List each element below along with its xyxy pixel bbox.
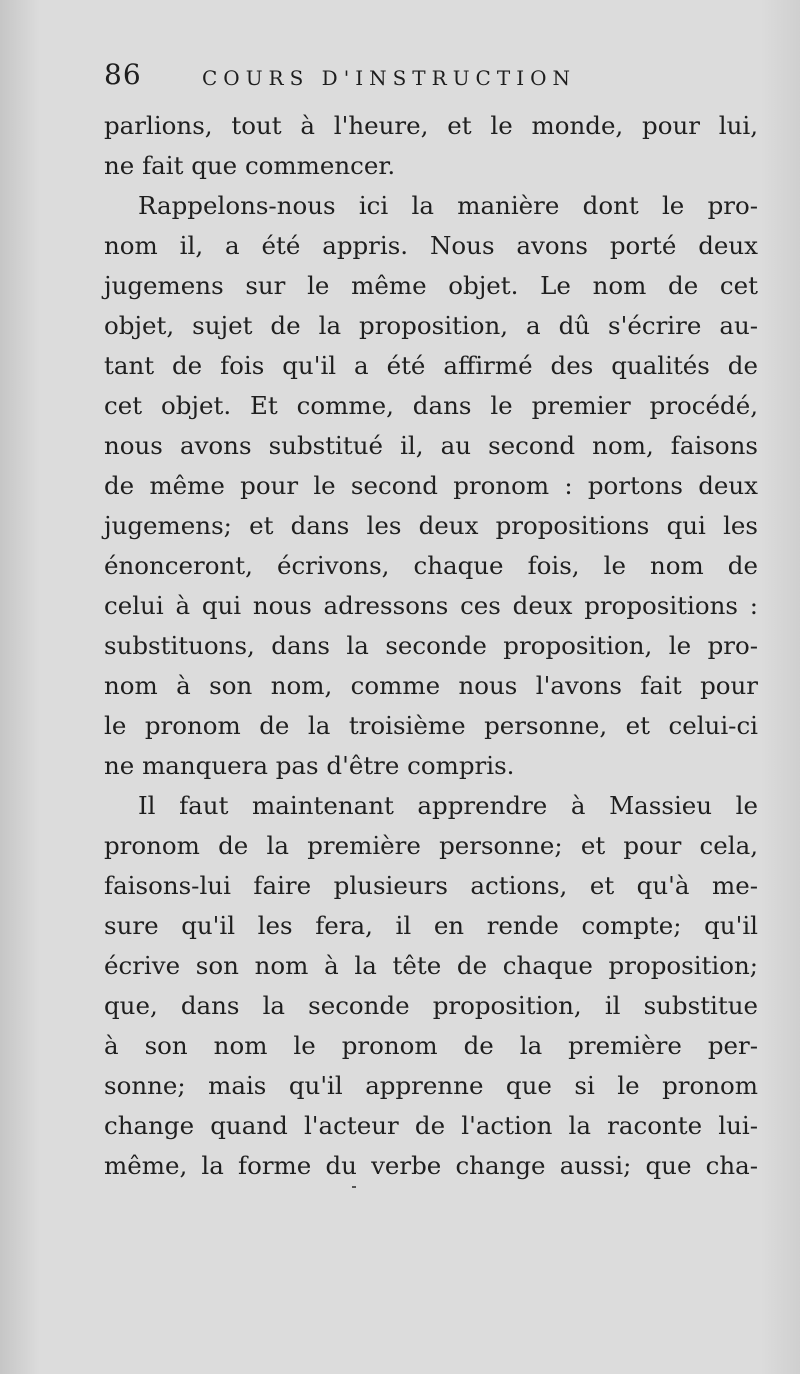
text-line: tant de fois qu'il a été affirmé des qualités de [104,351,758,380]
text-line: ne manquera pas d'être compris. [104,751,515,780]
running-title: COURS D'INSTRUCTION [202,66,576,90]
text-line: jugemens; et dans les deux propositions qui les [104,511,758,540]
text-line: nom à son nom, comme nous l'avons fait pour [104,671,758,700]
text-line: cet objet. Et comme, dans le premier procédé, [104,391,758,420]
text-line: faisons-lui faire plusieurs actions, et qu'à me- [104,871,758,900]
page-number: 86 [104,58,142,91]
text-line: sonne; mais qu'il apprenne que si le pronom [104,1071,758,1100]
text-line: que, dans la seconde proposition, il substitue [104,991,758,1020]
text-line: celui à qui nous adressons ces deux propositions : [104,591,758,620]
page-header [104,58,764,98]
text-line: le pronom de la troisième personne, et celui-ci [104,711,758,740]
text-line: nom il, a été appris. Nous avons porté deux [104,231,758,260]
body-text [104,106,758,1186]
text-line: jugemens sur le même objet. Le nom de cet [104,271,758,300]
text-line: pronom de la première personne; et pour cela, [104,831,758,860]
text-line: énonceront, écrivons, chaque fois, le nom de [104,551,758,580]
text-line: objet, sujet de la proposition, a dû s'écrire au- [104,311,758,340]
text-line: sure qu'il les fera, il en rende compte; qu'il [104,911,758,940]
text-line: à son nom le pronom de la première per- [104,1031,758,1060]
text-line: change quand l'acteur de l'action la raconte lui- [104,1111,758,1140]
text-line: Rappelons-nous ici la manière dont le pro- [138,191,758,220]
text-line: substituons, dans la seconde proposition, le pro- [104,631,758,660]
ink-speck [352,1186,356,1188]
text-line: nous avons substitué il, au second nom, faisons [104,431,758,460]
text-line: de même pour le second pronom : portons deux [104,471,758,500]
text-line: ne fait que commencer. [104,151,396,180]
text-line: Il faut maintenant apprendre à Massieu le [138,791,758,820]
text-line: parlions, tout à l'heure, et le monde, pour lui, [104,111,758,140]
text-line: même, la forme du verbe change aussi; que cha- [104,1151,758,1180]
text-line: écrive son nom à la tête de chaque proposition; [104,951,758,980]
